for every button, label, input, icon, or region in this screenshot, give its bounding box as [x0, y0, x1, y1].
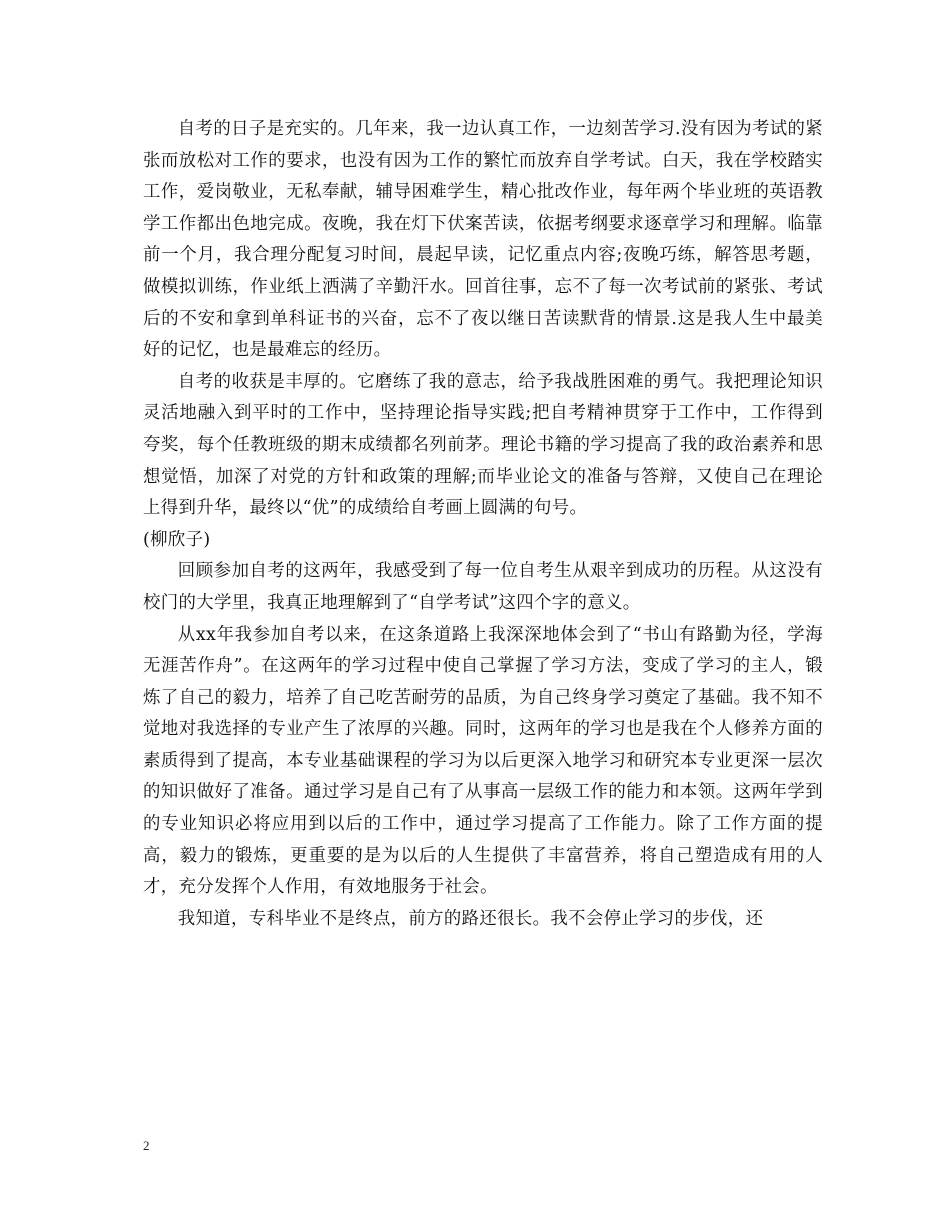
paragraph-two-years-review: 回顾参加自考的这两年，我感受到了每一位自考生从艰辛到成功的历程。从这没有校门的大学里，我真正地理解到了“自学考试”这四个字的意义。 — [143, 561, 823, 613]
page-number: 2 — [143, 1138, 150, 1153]
paragraph-future-path: 我知道，专科毕业不是终点，前方的路还很长。我不会停止学习的步伐，还 — [177, 908, 764, 929]
paragraph-self-study-harvest: 自考的收获是丰厚的。它磨练了我的意志，给予我战胜困难的勇气。我把理论知识灵活地融入到平时的工作中，坚持理论指导实践;把自考精神贯穿于工作中，工作得到夸奖，每个任教班级的期末成绩都名列前茅。理论书籍的学习提高了我的政治素养和思想觉悟，加深了对党的方针和政策的理解;而毕业论文的准备与答辩，又使自己在理论上得到升华，最终以“优”的成绩给自考画上圆满的句号。 — [143, 371, 823, 519]
document-body — [143, 114, 823, 935]
paragraph-learning-experience: 从xx年我参加自考以来，在这条道路上我深深地体会到了“书山有路勤为径，学海无涯苦作舟”。在这两年的学习过程中使自己掌握了学习方法，变成了学习的主人，锻炼了自己的毅力，培养了自己吃苦耐劳的品质，为自己终身学习奠定了基础。我不知不觉地对我选择的专业产生了浓厚的兴趣。同时，这两年的学习也是我在个人修养方面的素质得到了提高，本专业基础课程的学习为以后更深入地学习和研究本专业更深一层次的知识做好了准备。通过学习是自己有了从事高一层级工作的能力和本领。这两年学到的专业知识必将应用到以后的工作中，通过学习提高了工作能力。除了工作方面的提高，毅力的锻炼，更重要的是为以后的人生提供了丰富营养，将自己塑造成有用的人才，充分发挥个人作用，有效地服务于社会。 — [143, 624, 823, 898]
paragraph-self-study-days: 自考的日子是充实的。几年来，我一边认真工作，一边刻苦学习.没有因为考试的紧张而放松对工作的要求，也没有因为工作的繁忙而放弃自学考试。白天，我在学校踏实工作，爱岗敬业，无私奉献，辅导困难学生，精心批改作业，每年两个毕业班的英语教学工作都出色地完成。夜晚，我在灯下伏案苦读，依据考纲要求逐章学习和理解。临靠前一个月，我合理分配复习时间，晨起早读，记忆重点内容;夜晚巧练，解答思考题，做模拟训练，作业纸上洒满了辛勤汗水。回首往事，忘不了每一次考试前的紧张、考试后的不安和拿到单科证书的兴奋，忘不了夜以继日苦读默背的情景.这是我人生中最美好的记忆，也是最难忘的经历。 — [143, 119, 823, 361]
author-signature: (柳欣子) — [143, 529, 211, 550]
